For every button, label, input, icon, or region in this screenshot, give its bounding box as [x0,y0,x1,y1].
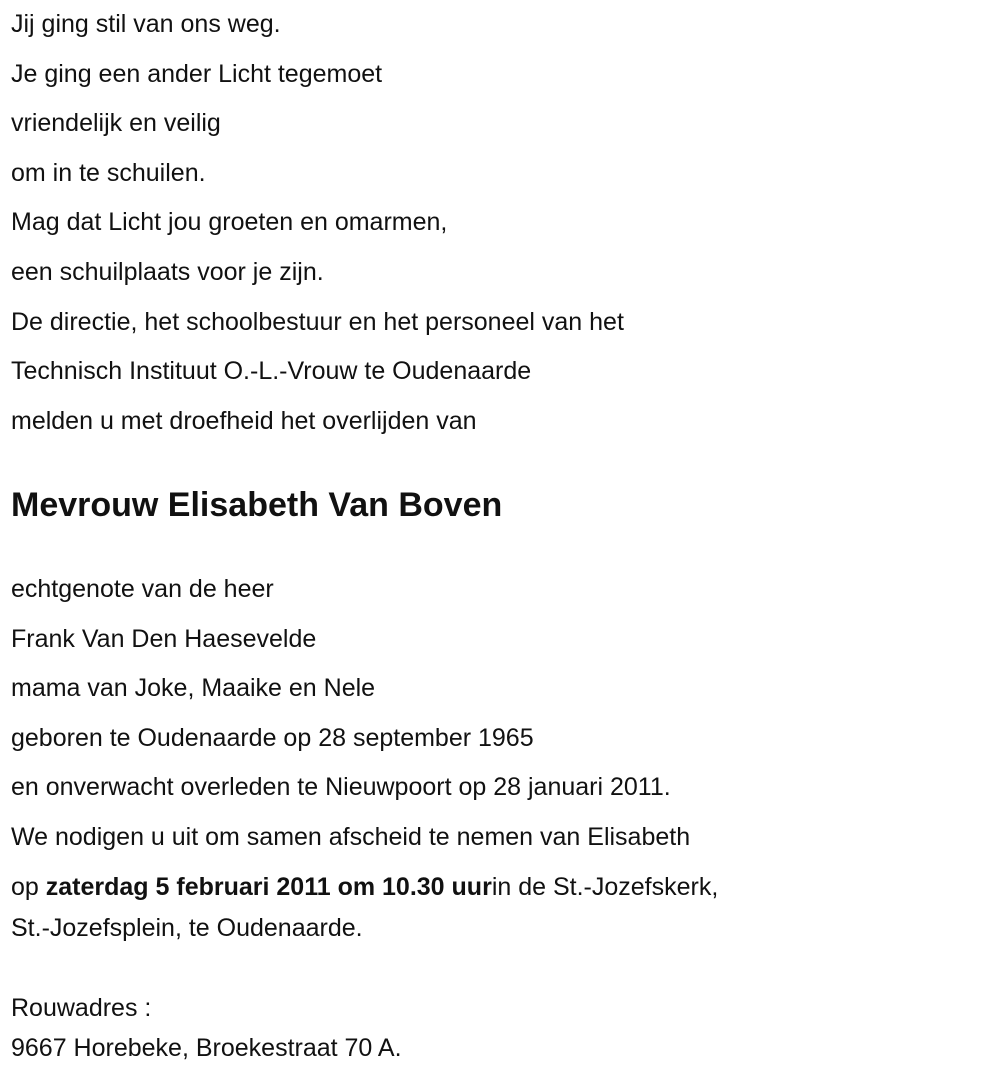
deceased-name: Mevrouw Elisabeth Van Boven [11,486,503,524]
detail-line: geboren te Oudenaarde op 28 september 1965 [11,723,534,752]
poem-line: Jij ging stil van ons weg. [11,10,281,38]
poem-block [11,0,1000,446]
announcement-line: De directie, het schoolbestuur en het personeel van het [11,307,624,336]
address-block [11,988,1000,1068]
detail-line: We nodigen u uit om samen afscheid te nemen van Elisabeth [11,822,691,851]
poem-line: vriendelijk en veilig [11,109,221,138]
ceremony-line [11,863,1000,913]
ceremony-address-block [11,908,1000,948]
ceremony-place: St.-Jozefsplein, te Oudenaarde. [11,914,363,942]
ceremony-location: in de St.-Jozefskerk, [491,872,719,901]
announcement-line: melden u met droefheid het overlijden van [11,406,477,435]
poem-line: een schuilplaats voor je zijn. [11,257,324,286]
detail-line: mama van Joke, Maaike en Nele [11,674,376,703]
details-block [11,565,1000,912]
poem-line: Je ging een ander Licht tegemoet [11,59,383,88]
detail-line: echtgenote van de heer [11,575,274,603]
address-label: Rouwadres : [11,994,152,1022]
detail-line: en onverwacht overleden te Nieuwpoort op 28 januari 2011. [11,773,671,802]
poem-line: om in te schuilen. [11,158,206,187]
address-value: 9667 Horebeke, Broekestraat 70 A. [11,1034,402,1062]
announcement-line: Technisch Instituut O.-L.-Vrouw te Oudenaarde [11,357,532,386]
poem-line: Mag dat Licht jou groeten en omarmen, [11,208,448,237]
ceremony-datetime: zaterdag 5 februari 2011 om 10.30 uur [45,872,492,901]
detail-line: Frank Van Den Haesevelde [11,624,317,653]
ceremony-prefix: op [11,872,46,901]
